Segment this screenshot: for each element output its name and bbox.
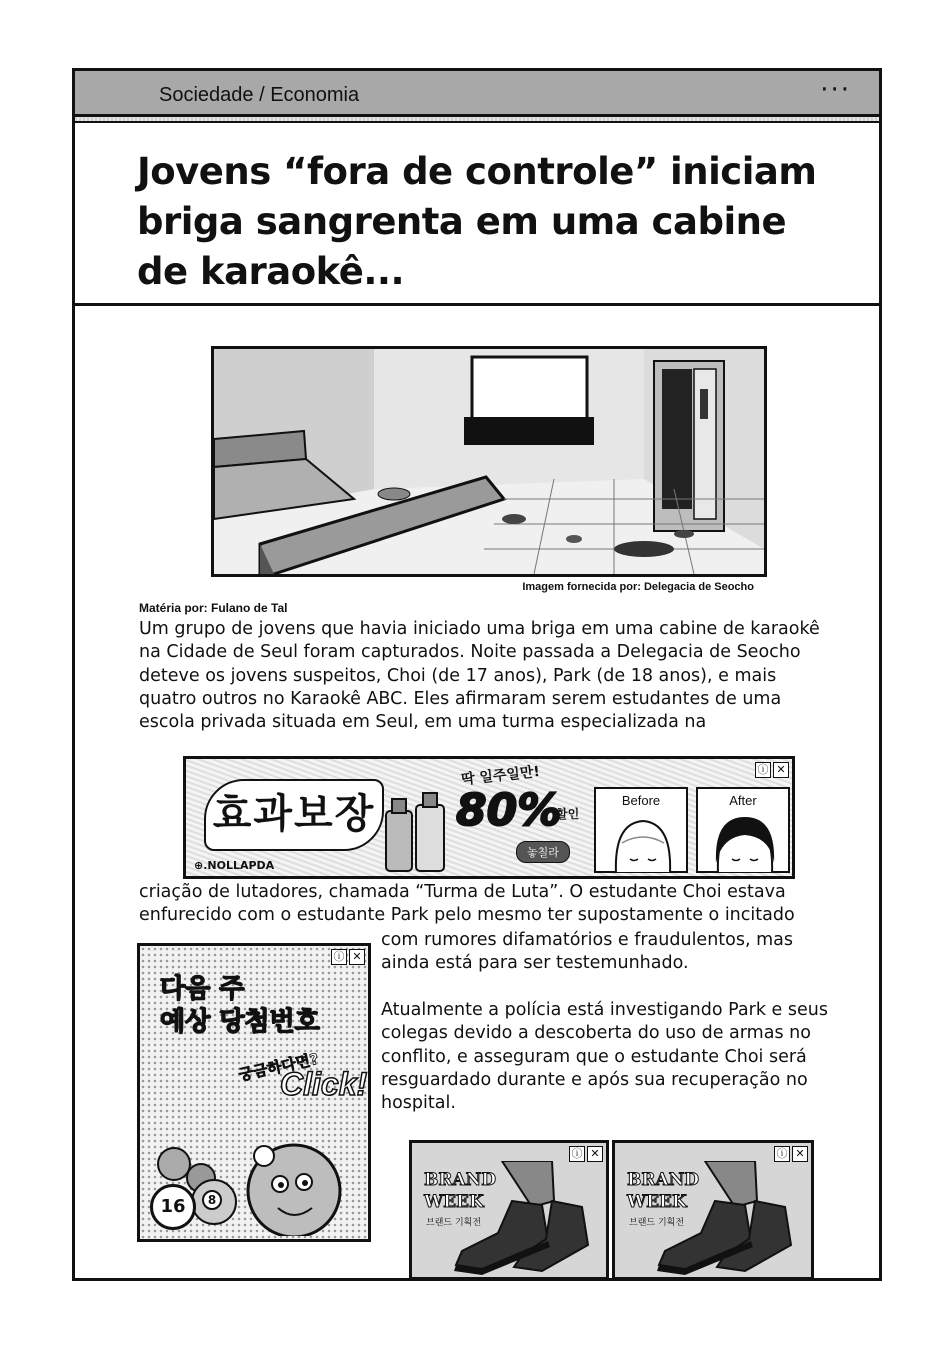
ad-info-icon[interactable]: ⓘ	[755, 762, 771, 778]
article-window	[72, 68, 882, 1281]
article-paragraph-2: criação de lutadores, chamada “Turma de Luta”. O estudante Choi estava enfurecido com o estudante Park pelo mesmo ter supostamente o incitado	[139, 882, 795, 926]
lotto-ad[interactable]	[137, 943, 371, 1242]
ad-info-icon[interactable]: ⓘ	[569, 1146, 585, 1162]
hair-head-icon	[712, 813, 778, 873]
ad-info-icon[interactable]: ⓘ	[774, 1146, 790, 1162]
lotto-ball-number-2: 8	[202, 1190, 222, 1210]
ad-controls	[755, 762, 789, 778]
banner-ad[interactable]	[183, 756, 795, 879]
brand-week-ad[interactable]	[612, 1140, 814, 1280]
brand-title-line-2: WEEK	[627, 1192, 687, 1212]
ad-info-icon[interactable]: ⓘ	[331, 949, 347, 965]
ad-close-icon[interactable]: ✕	[773, 762, 789, 778]
after-panel	[696, 787, 790, 873]
article-photo	[211, 346, 767, 577]
brand-title-line-2: WEEK	[424, 1192, 484, 1212]
after-label: After	[729, 793, 757, 808]
banner-sale: 할인	[556, 807, 580, 821]
ad-close-icon[interactable]: ✕	[792, 1146, 808, 1162]
top-bar-divider	[75, 117, 879, 123]
ad-controls	[331, 949, 365, 965]
top-bar	[75, 71, 879, 117]
banner-top-text: 딱 일주일만!	[460, 763, 541, 789]
karaoke-room-illustration	[214, 349, 764, 574]
article-paragraph-4: Atualmente a polícia está investigando Park e seus colegas devido a descoberta do uso de armas no conflito, e asseguram que o estudante Choi será resguardado durante e após sua recuperação no hospital.	[381, 1000, 828, 1114]
article-paragraph-1: Um grupo de jovens que havia iniciado uma briga em uma cabine de karaokê na Cidade de Seul foram capturados. Noite passada a Delegacia de Seocho deteve os jovens suspeitos, Choi (de 17 anos), Park (de 18 anos), e mais quatro outros no Karaokê ABC. Eles afirmaram serem estudantes de uma escola privada situada em Seul, em uma turma especializada na	[139, 619, 820, 733]
lotto-line-1: 다음 주	[160, 974, 245, 1004]
banner-brand: ⊕.NOLLAPDA	[194, 859, 275, 872]
banner-percent: 80%	[456, 785, 562, 836]
article-title: Jovens “fora de controle” iniciam briga sangrenta em uma cabine de karaokê...	[137, 150, 817, 293]
before-panel	[594, 787, 688, 873]
brand-week-ad[interactable]	[409, 1140, 609, 1280]
bottles-icon	[382, 789, 452, 875]
title-divider	[75, 303, 879, 306]
more-dots-icon[interactable]: ···	[820, 75, 851, 105]
banner-headline: 효과보장	[204, 779, 384, 851]
brand-title-line-1: BRAND	[627, 1170, 699, 1190]
byline: Matéria por: Fulano de Tal	[139, 601, 288, 615]
lotto-question: 궁금하다면?	[237, 1049, 321, 1085]
shoes-icon	[442, 1161, 608, 1279]
bald-head-icon	[610, 813, 676, 873]
ad-close-icon[interactable]: ✕	[587, 1146, 603, 1162]
breadcrumb[interactable]: Sociedade / Economia	[159, 84, 360, 106]
brand-week-subtitle: 브랜드 기획전	[629, 1218, 685, 1228]
banner-chip: 놓칠라	[516, 841, 570, 863]
brand-title-line-1: BRAND	[424, 1170, 496, 1190]
lotto-line-2: 예상 당첨번호	[160, 1007, 320, 1037]
article-paragraph-3: com rumores difamatórios e fraudulentos, mas ainda está para ser testemunhado.	[381, 930, 793, 974]
before-label: Before	[621, 793, 661, 808]
ad-controls	[774, 1146, 808, 1162]
lotto-click[interactable]: Click!	[280, 1066, 368, 1102]
shoes-icon	[645, 1161, 811, 1279]
brand-week-subtitle: 브랜드 기획전	[426, 1218, 482, 1228]
ad-close-icon[interactable]: ✕	[349, 949, 365, 965]
image-caption: Imagem fornecida por: Delegacia de Seocho	[522, 581, 754, 593]
ad-controls	[569, 1146, 603, 1162]
lotto-ball-number: 16	[150, 1184, 196, 1230]
